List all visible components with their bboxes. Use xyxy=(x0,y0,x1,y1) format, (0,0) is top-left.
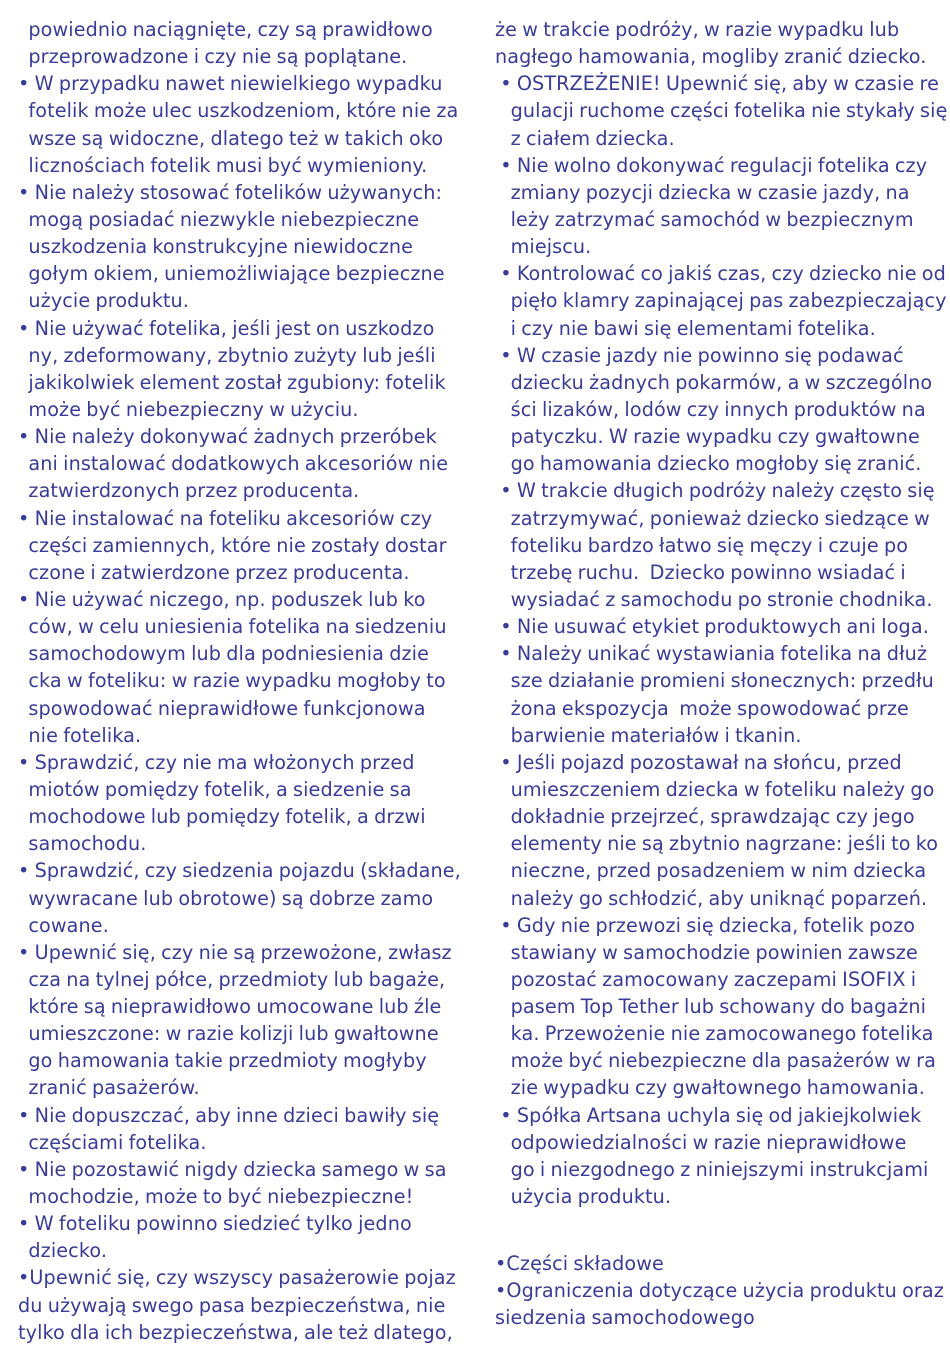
text-line: nie fotelika. xyxy=(18,723,142,747)
text-line: części zamiennych, które nie zostały dostar xyxy=(18,533,447,557)
text-line: • Upewnić się, czy nie są przewożone, zwłasz xyxy=(18,940,452,964)
text-line: umieszczone: w razie kolizji lub gwałtowne xyxy=(18,1022,439,1046)
text-line: żona ekspozycja może spowodować prze xyxy=(495,696,909,720)
text-line: uszkodzenia konstrukcyjne niewidoczne xyxy=(18,235,414,259)
text-line: • Nie usuwać etykiet produktowych ani loga. xyxy=(495,615,929,639)
text-line: ści lizaków, lodów czy innych produktów na xyxy=(495,397,926,421)
text-line: z ciałem dziecka. xyxy=(495,126,675,150)
text-line: • W czasie jazdy nie powinno się podawać xyxy=(495,343,904,367)
text-line: • W przypadku nawet niewielkiego wypadku xyxy=(18,72,443,96)
text-line: zatwierdzonych przez producenta. xyxy=(18,479,360,503)
text-line: spowodować nieprawidłowe funkcjonowa xyxy=(18,696,426,720)
text-line: cka w foteliku: w razie wypadku mogłoby to xyxy=(18,669,446,693)
text-line: • Nie dopuszczać, aby inne dzieci bawiły się xyxy=(18,1103,440,1127)
text-line: • Sprawdzić, czy siedzenia pojazdu (składane, xyxy=(18,859,461,883)
text-line: fotelik może ulec uszkodzeniom, które nie za xyxy=(18,99,459,123)
text-line: i czy nie bawi się elementami fotelika. xyxy=(495,316,876,340)
text-line: samochodu. xyxy=(18,832,147,856)
text-line: zatrzymywać, ponieważ dziecko siedzące w xyxy=(495,506,930,530)
text-line: ka. Przewożenie nie zamocowanego fotelika xyxy=(495,1022,934,1046)
text-line: barwienie materiałów i tkanin. xyxy=(495,723,802,747)
text-line: • Sprawdzić, czy nie ma włożonych przed xyxy=(18,750,415,774)
text-line: dokładnie przejrzeć, sprawdzając czy jego xyxy=(495,805,915,829)
text-line: • Nie wolno dokonywać regulacji fotelika czy xyxy=(495,153,928,177)
text-line: wsze są widoczne, dlatego też w takich oko xyxy=(18,126,444,150)
left-column xyxy=(18,16,461,1346)
text-line: cowane. xyxy=(18,913,109,937)
text-line: samochodowym lub dla podniesienia dzie xyxy=(18,642,429,666)
text-line: stawiany w samochodzie powinien zawsze xyxy=(495,940,918,964)
text-line: dziecko. xyxy=(18,1239,108,1263)
text-line: • Nie instalować na foteliku akcesoriów czy xyxy=(18,506,433,530)
text-line: miejscu. xyxy=(495,235,592,259)
text-line: może być niebezpieczny w użyciu. xyxy=(18,397,359,421)
text-line: • Nie pozostawić nigdy dziecka samego w sa xyxy=(18,1157,447,1181)
text-line: tylko dla ich bezpieczeństwa, ale też dlatego, xyxy=(18,1320,453,1344)
text-line: powiednio naciągnięte, czy są prawidłowo xyxy=(18,18,433,41)
text-line: pozostać zamocowany zaczepami ISOFIX i xyxy=(495,967,917,991)
text-line: czone i zatwierdzone przez producenta. xyxy=(18,560,410,584)
text-line: częściami fotelika. xyxy=(18,1130,207,1154)
text-line: może być niebezpieczne dla pasażerów w ra xyxy=(495,1049,937,1073)
text-line: mogą posiadać niezwykle niebezpieczne xyxy=(18,207,420,231)
text-line: które są nieprawidłowo umocowane lub źle xyxy=(18,995,442,1019)
text-line: foteliku bardzo łatwo się męczy i czuje po xyxy=(495,533,909,557)
text-line: patyczku. W razie wypadku czy gwałtowne xyxy=(495,425,920,449)
text-line: licznościach fotelik musi być wymieniony. xyxy=(18,153,428,177)
text-line: go hamowania takie przedmioty mogłyby xyxy=(18,1049,427,1073)
text-line: • OSTRZEŻENIE! Upewnić się, aby w czasie re xyxy=(495,72,939,96)
text-line: sze działanie promieni słonecznych: przedłu xyxy=(495,669,934,693)
text-line: • Nie należy dokonywać żadnych przeróbek xyxy=(18,425,437,449)
text-line: wywracane lub obrotowe) są dobrze zamo xyxy=(18,886,434,910)
text-line: ny, zdeformowany, zbytnio zużyty lub jeśli xyxy=(18,343,436,367)
text-line: mochodowe lub pomiędzy fotelik, a drzwi xyxy=(18,805,426,829)
text-line: • Należy unikać wystawiania fotelika na dłuż xyxy=(495,642,928,666)
text-line: • W foteliku powinno siedzieć tylko jedno xyxy=(18,1212,412,1236)
text-line: gołym okiem, uniemożliwiające bezpieczne xyxy=(18,262,445,286)
text-line: nagłego hamowania, mogliby zranić dziecko. xyxy=(495,45,927,69)
text-line: cza na tylnej półce, przedmioty lub bagaże, xyxy=(18,967,446,991)
text-line: • Nie używać niczego, np. poduszek lub ko xyxy=(18,587,426,611)
text-line: •Upewnić się, czy wszyscy pasażerowie pojaz xyxy=(18,1266,456,1290)
text-line: ców, w celu uniesienia fotelika na siedzeniu xyxy=(18,615,447,639)
text-line: • Kontrolować co jakiś czas, czy dziecko nie od xyxy=(495,262,946,286)
text-line: pasem Top Tether lub schowany do bagażni xyxy=(495,995,927,1019)
text-line: odpowiedzialności w razie nieprawidłowe xyxy=(495,1130,907,1154)
text-line: dziecku żadnych pokarmów, a w szczególno xyxy=(495,370,933,394)
text-line: zmiany pozycji dziecka w czasie jazdy, na xyxy=(495,180,910,204)
text-line: miotów pomiędzy fotelik, a siedzenie sa xyxy=(18,777,412,801)
text-line: trzebę ruchu. Dziecko powinno wsiadać i xyxy=(495,560,906,584)
text-line: wysiadać z samochodu po stronie chodnika. xyxy=(495,587,933,611)
footer-line: •Części składowe xyxy=(495,1252,664,1276)
text-line: przeprowadzone i czy nie są poplątane. xyxy=(18,45,408,69)
text-line: jakikolwiek element został zgubiony: fotelik xyxy=(18,370,446,394)
text-line: pięło klamry zapinającej pas zabezpieczający xyxy=(495,289,947,313)
text-line: leży zatrzymać samochód w bezpiecznym xyxy=(495,207,914,231)
text-line: • Nie należy stosować fotelików używanych: xyxy=(18,180,443,204)
text-line: zranić pasażerów. xyxy=(18,1076,200,1100)
text-line: go i niezgodnego z niniejszymi instrukcjami xyxy=(495,1157,929,1181)
text-line: du używają swego pasa bezpieczeństwa, nie xyxy=(18,1293,446,1317)
text-line: mochodzie, może to być niebezpieczne! xyxy=(18,1185,414,1209)
text-line: zie wypadku czy gwałtownego hamowania. xyxy=(495,1076,925,1100)
section-gap xyxy=(495,1210,927,1250)
text-line: • Gdy nie przewozi się dziecka, fotelik pozo xyxy=(495,913,916,937)
text-line: • Spółka Artsana uchyla się od jakiejkolwiek xyxy=(495,1103,922,1127)
text-line: że w trakcie podróży, w razie wypadku lub xyxy=(495,18,900,41)
text-line: go hamowania dziecko mogłoby się zranić. xyxy=(495,452,922,476)
text-line: gulacji ruchome części fotelika nie stykały się xyxy=(495,99,948,123)
footer-line: siedzenia samochodowego xyxy=(495,1306,755,1330)
footer-line: •Ograniczenia dotyczące użycia produktu oraz xyxy=(495,1279,944,1303)
right-column xyxy=(495,16,948,1332)
text-line: należy go schłodzić, aby uniknąć poparzeń. xyxy=(495,886,928,910)
text-line: użycia produktu. xyxy=(495,1185,672,1209)
text-line: elementy nie są zbytnio nagrzane: jeśli to ko xyxy=(495,832,939,856)
text-line: umieszczeniem dziecka w foteliku należy go xyxy=(495,777,935,801)
text-line: użycie produktu. xyxy=(18,289,189,313)
text-line: ani instalować dodatkowych akcesoriów nie xyxy=(18,452,449,476)
text-line: • W trakcie długich podróży należy często się xyxy=(495,479,935,503)
text-line: • Nie używać fotelika, jeśli jest on uszkodzo xyxy=(18,316,435,340)
text-line: nieczne, przed posadzeniem w nim dziecka xyxy=(495,859,927,883)
text-line: • Jeśli pojazd pozostawał na słońcu, przed xyxy=(495,750,902,774)
